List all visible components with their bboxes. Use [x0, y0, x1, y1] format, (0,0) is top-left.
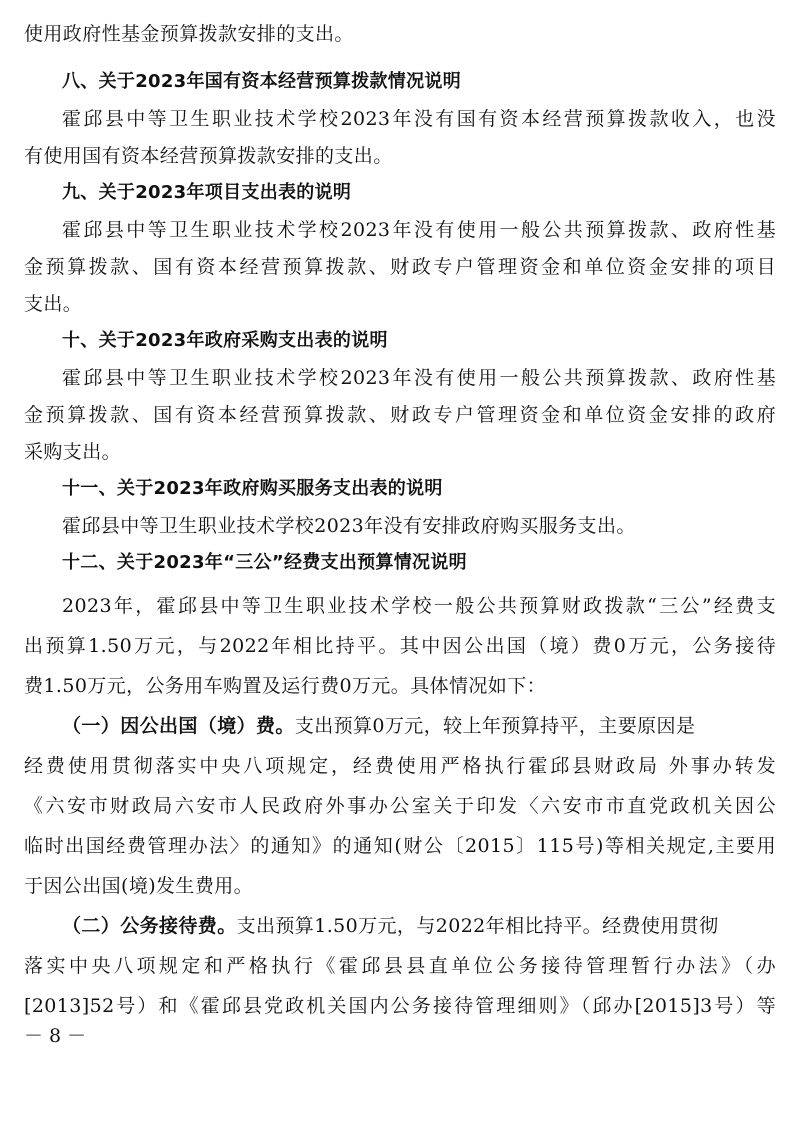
text-line: 费1.50万元，公务用车购置及运行费0万元。具体情况如下：	[24, 675, 546, 697]
text-line: [2013]52号）和《霍邱县党政机关国内公务接待管理细则》（邱办[2015]3号）等	[24, 995, 776, 1017]
section-heading: 十一、关于2023年政府购买服务支出表的说明	[62, 478, 443, 499]
text-line: 霍邱县中等卫生职业技术学校2023年没有安排政府购买服务支出。	[62, 515, 636, 537]
text-line	[62, 714, 776, 738]
text-line: 金预算拨款、国有资本经营预算拨款、财政专户管理资金和单位资金安排的政府	[24, 404, 776, 426]
text-line: 《六安市财政局六安市人民政府外事办公室关于印发〈六安市市直党政机关因公	[24, 795, 776, 817]
text-line: 出预算1.50万元，与2022年相比持平。其中因公出国（境）费0万元，公务接待	[24, 635, 776, 657]
text-line: 金预算拨款、国有资本经营预算拨款、财政专户管理资金和单位资金安排的项目	[24, 256, 776, 278]
page-number: － 8 －	[24, 1025, 87, 1047]
subsection-heading: （一）因公出国（境）费。	[62, 715, 295, 737]
text-run: 支出预算1.50万元，与2022年相比持平。经费使用贯彻	[236, 915, 719, 937]
text-line: 于因公出国(境)发生费用。	[24, 875, 254, 897]
text-line: 采购支出。	[24, 441, 122, 463]
text-run: 支出预算0万元，较上年预算持平，主要原因是	[294, 715, 696, 737]
section-heading: 十二、关于2023年“三公”经费支出预算情况说明	[62, 552, 467, 573]
section-heading: 八、关于2023年国有资本经营预算拨款情况说明	[62, 71, 461, 92]
subsection-heading: （二）公务接待费。	[62, 915, 237, 937]
text-line: 支出。	[24, 293, 83, 315]
text-line: 临时出国经费管理办法〉的通知》的通知(财公〔2015〕115号)等相关规定,主要用	[24, 835, 776, 857]
text-line	[62, 914, 776, 938]
text-line: 霍邱县中等卫生职业技术学校2023年没有使用一般公共预算拨款、政府性基	[62, 367, 776, 389]
text-line: 2023年，霍邱县中等卫生职业技术学校一般公共预算财政拨款“三公”经费支	[62, 595, 776, 617]
text-line: 有使用国有资本经营预算拨款安排的支出。	[24, 145, 393, 167]
section-heading: 十、关于2023年政府采购支出表的说明	[62, 330, 388, 351]
section-heading: 九、关于2023年项目支出表的说明	[62, 182, 352, 203]
text-line: 经费使用贯彻落实中央八项规定，经费使用严格执行霍邱县财政局 外事办转发	[24, 755, 776, 777]
text-line: 使用政府性基金预算拨款安排的支出。	[24, 23, 354, 45]
text-line: 霍邱县中等卫生职业技术学校2023年没有国有资本经营预算拨款收入，也没	[62, 108, 776, 130]
text-line: 落实中央八项规定和严格执行《霍邱县县直单位公务接待管理暂行办法》（办	[24, 955, 776, 977]
text-line: 霍邱县中等卫生职业技术学校2023年没有使用一般公共预算拨款、政府性基	[62, 219, 776, 241]
